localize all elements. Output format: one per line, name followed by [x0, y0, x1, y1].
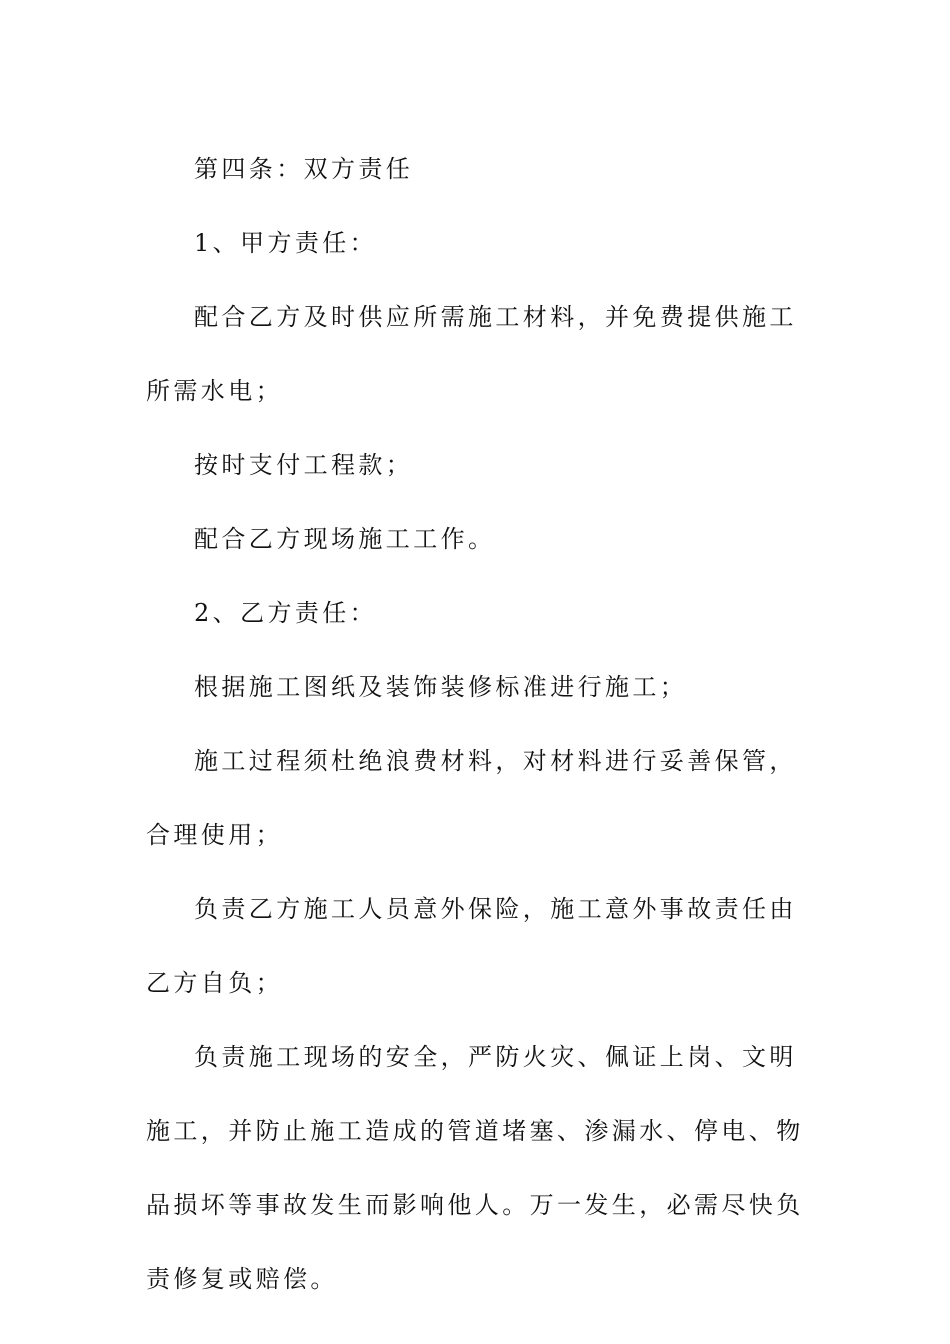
party-b-item-materials: 施工过程须杜绝浪费材料，对材料进行妥善保管，合理使用； [146, 747, 797, 849]
party-a-item-payment: 按时支付工程款； [194, 451, 414, 479]
article-heading: 第四条：双方责任 [194, 155, 414, 183]
party-b-item-standards: 根据施工图纸及装饰装修标准进行施工； [194, 673, 688, 701]
party-a-item-materials: 配合乙方及时供应所需施工材料，并免费提供施工所需水电； [146, 303, 797, 405]
party-a-heading: 1、甲方责任： [194, 229, 378, 257]
party-a-item-cooperation: 配合乙方现场施工工作。 [194, 525, 496, 553]
party-b-item-insurance: 负责乙方施工人员意外保险，施工意外事故责任由乙方自负； [146, 895, 797, 997]
party-b-item-safety: 负责施工现场的安全，严防火灾、佩证上岗、文明施工，并防止施工造成的管道堵塞、渗漏水、停电、物品损坏等事故发生而影响他人。万一发生，必需尽快负责修复或赔偿。 [146, 1043, 804, 1293]
party-b-heading: 2、乙方责任： [194, 599, 378, 627]
document-body [146, 132, 806, 1316]
